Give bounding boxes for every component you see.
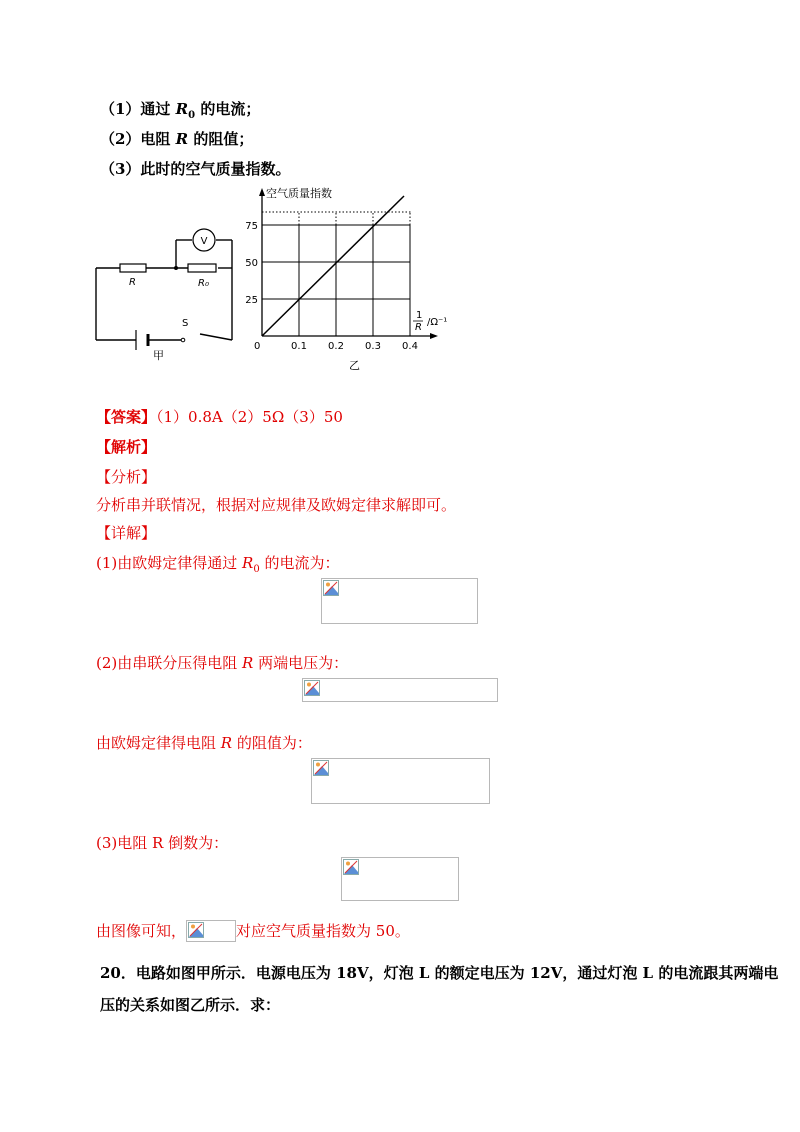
x-axis-arrow: [430, 333, 438, 339]
resistor-r: [120, 264, 146, 272]
detail-label: 【详解】: [96, 524, 157, 542]
broken-image-icon: [313, 760, 329, 776]
problem-20-line-2: 压的关系如图乙所示．求：: [100, 996, 281, 1014]
answer-line: [96, 406, 343, 427]
answer-label: 【答案】: [96, 408, 157, 426]
broken-image-icon: [188, 922, 204, 938]
x-label-num: 1: [416, 310, 423, 321]
analysis-label: 【解析】: [96, 438, 157, 456]
y-tick-label: 75: [245, 221, 258, 232]
series-line: [262, 196, 404, 336]
step-3: 由欧姆定律得电阻 R 的阻值为：: [96, 734, 312, 752]
svg-text:V: V: [200, 236, 208, 247]
svg-text:R: R: [129, 277, 136, 288]
formula-image-4: [341, 857, 459, 901]
question-2: （2）电阻 R 的阻值；: [100, 130, 254, 148]
question-3: （3）此时的空气质量指数。: [100, 160, 291, 178]
resistor-r0: [188, 264, 216, 272]
svg-text:甲: 甲: [153, 349, 164, 362]
x-label-unit: /Ω⁻¹: [427, 317, 448, 328]
svg-text:R₀: R₀: [198, 278, 209, 289]
x-tick-label: 0.3: [365, 341, 381, 352]
x-tick-label: 0.1: [291, 341, 307, 352]
step-4: (3)电阻 R 倒数为：: [96, 834, 229, 852]
formula-image-3: [311, 758, 490, 804]
fenxi-text: 分析串并联情况，根据对应规律及欧姆定律求解即可。: [96, 496, 457, 514]
formula-image-2: [302, 678, 498, 702]
step-1: (1)由欧姆定律得通过 $R_0$ 的电流为：: [96, 554, 340, 575]
x-tick-label: 0.2: [328, 341, 344, 352]
graph-caption: 乙: [349, 359, 360, 372]
y-tick-label: 25: [245, 295, 258, 306]
y-axis-label: 空气质量指数: [266, 187, 332, 200]
answer-text: （1）0.8A（2）5Ω（3）50: [156, 408, 343, 426]
formula-image-1: [321, 578, 478, 624]
y-axis-arrow: [259, 188, 265, 196]
origin-label: 0: [254, 341, 261, 352]
air-quality-graph: [240, 182, 448, 374]
formula-image-5: [186, 920, 236, 942]
circuit-diagram: [90, 222, 240, 372]
graph-grid: [262, 212, 412, 336]
x-tick-label: 0.4: [402, 341, 418, 352]
step-5: 由图像可知， 对应空气质量指数为 50。: [96, 922, 410, 940]
y-tick-label: 50: [245, 258, 258, 269]
broken-image-icon: [343, 859, 359, 875]
broken-image-icon: [323, 580, 339, 596]
svg-text:S: S: [182, 318, 189, 329]
x-label-den: R: [415, 322, 422, 333]
question-1: （1）通过 $R_0$ 的电流；: [100, 100, 261, 121]
broken-image-icon: [304, 680, 320, 696]
step-2: (2)由串联分压得电阻 R 两端电压为：: [96, 654, 349, 672]
problem-20-line-1: 20．电路如图甲所示．电源电压为 18V，灯泡 L 的额定电压为 12V，通过灯泡 L 的电流跟其两端电: [100, 964, 779, 982]
fenxi-label: 【分析】: [96, 468, 157, 486]
